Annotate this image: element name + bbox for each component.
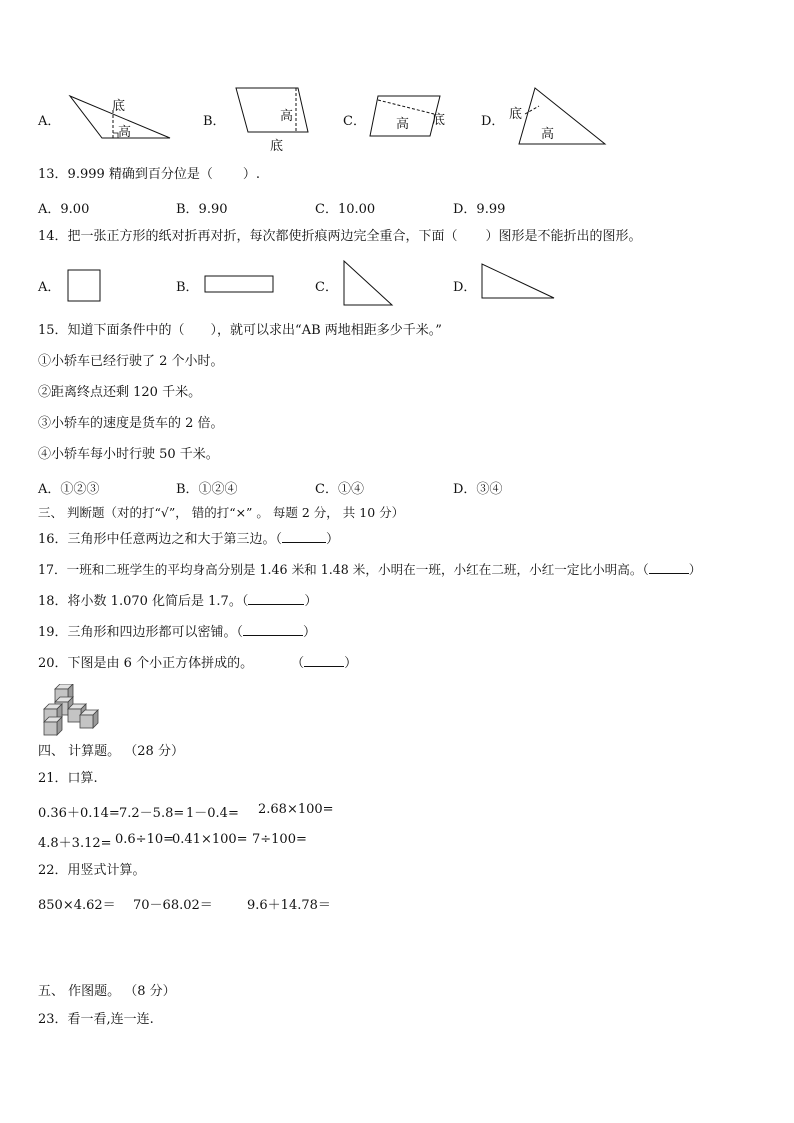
q12-figure-d	[505, 84, 610, 148]
q19-stem: 19．三角形和四边形都可以密铺。（	[38, 625, 244, 640]
section-3-heading: 三、 判断题（对的打“√”， 错的打“×” 。 每题 2 分， 共 10 分）	[38, 505, 405, 520]
q16-stem: 16．三角形中任意两边之和大于第三边。（	[38, 532, 283, 547]
q18-stem: 18．将小数 1.070 化简后是 1.7。（	[38, 594, 249, 609]
q16-answer-blank[interactable]	[282, 530, 326, 543]
q14-option-c-label: C．	[315, 280, 338, 295]
q15-condition-2: ②距离终点还剩 120 千米。	[38, 385, 202, 400]
q13-option-a: A．9.00	[38, 202, 90, 217]
q21-expr-1: 0.36＋0.14=	[38, 806, 120, 821]
q14-stem-end: ）图形是不能折出的图形。	[485, 229, 642, 244]
q12-b-base-label: 底	[270, 139, 284, 154]
q12-figure-a	[60, 90, 175, 145]
q15-option-c: C．①④	[315, 482, 364, 497]
q15-condition-3: ③小轿车的速度是货车的 2 倍。	[38, 416, 224, 431]
q18-answer-blank[interactable]	[248, 592, 304, 605]
q15-option-a: A．①②③	[38, 482, 100, 497]
q21-stem: 21．口算.	[38, 771, 98, 786]
q15-option-d: D．③④	[453, 482, 503, 497]
q22-item-3: 9.6＋14.78＝	[247, 898, 331, 913]
q15-condition-4: ④小轿车每小时行驶 50 千米。	[38, 447, 219, 462]
q19-answer-blank[interactable]	[243, 623, 303, 636]
q20-close: ）	[344, 656, 358, 671]
q21-expr-6: 0.6÷10=	[115, 832, 175, 847]
q16-close: ）	[326, 532, 340, 547]
q15-stem: 15．知道下面条件中的（ ），就可以求出“AB 两地相距多少千米。”	[38, 323, 442, 338]
q14-stem-start: 14．把一张正方形的纸对折再对折，每次都使折痕两边完全重合，下面（	[38, 229, 458, 244]
q18-close: ）	[304, 594, 318, 609]
q17-close: ）	[688, 562, 702, 577]
q14-right-triangle-figure	[478, 262, 558, 302]
q21-expr-2: 7.2－5.8=	[119, 806, 185, 821]
q12-figure-b	[228, 86, 318, 156]
q22-item-1: 850×4.62＝	[38, 898, 116, 913]
q14-option-a-label: A．	[38, 280, 61, 295]
q15-option-b: B．①②④	[176, 482, 238, 497]
q13-option-d: D．9.99	[453, 202, 506, 217]
q19-row	[38, 623, 316, 642]
q13-stem	[38, 166, 260, 184]
q20-stem: 20．下图是由 6 个小正方体拼成的。	[38, 656, 254, 671]
q12-d-height-label: 高	[541, 127, 555, 142]
q20-row	[38, 654, 357, 673]
q17-answer-blank[interactable]	[649, 561, 689, 574]
section-4-heading: 四、 计算题。 （28 分）	[38, 744, 184, 759]
q17-row	[38, 561, 701, 579]
q12-c-height-label: 高	[396, 117, 410, 132]
q13-option-c: C．10.00	[315, 202, 376, 217]
q12-option-d-label: D．	[481, 114, 505, 129]
q21-expr-4: 2.68×100=	[258, 802, 334, 817]
q13-stem-end: ）.	[242, 167, 261, 182]
q13-answer-space[interactable]	[213, 166, 243, 178]
q12-a-height-label: 高	[118, 125, 132, 140]
q14-isosceles-right-triangle-figure	[340, 259, 396, 309]
q12-c-base-label: 底	[432, 113, 446, 128]
q12-option-b-label: B．	[203, 114, 226, 129]
q14-square-figure	[66, 268, 104, 304]
q22-stem: 22．用竖式计算。	[38, 863, 146, 878]
q15-condition-1: ①小轿车已经行驶了 2 个小时。	[38, 354, 224, 369]
q14-stem	[38, 228, 642, 246]
q20-cubes-figure	[40, 684, 102, 736]
q18-row	[38, 592, 317, 611]
q21-expr-7: 0.41×100=	[172, 832, 248, 847]
q20-open: （	[291, 656, 305, 671]
q14-option-b-label: B．	[176, 280, 199, 295]
q19-close: ）	[303, 625, 317, 640]
q21-expr-8: 7÷100=	[252, 832, 307, 847]
q13-option-b: B．9.90	[176, 202, 228, 217]
q12-d-base-label: 底	[509, 107, 523, 122]
q21-expr-5: 4.8＋3.12=	[38, 836, 112, 851]
q12-option-a-label: A．	[38, 114, 61, 129]
q16-row	[38, 530, 339, 549]
q23-stem: 23．看一看,连一连.	[38, 1012, 154, 1027]
q22-item-2: 70－68.02＝	[133, 898, 213, 913]
q12-figure-c	[368, 92, 453, 142]
q12-option-c-label: C．	[343, 114, 366, 129]
q21-expr-3: 1－0.4=	[186, 806, 239, 821]
q13-stem-start: 13．9.999 精确到百分位是（	[38, 167, 213, 182]
q20-answer-blank[interactable]	[304, 654, 344, 667]
q12-a-base-label: 底	[112, 99, 126, 114]
q14-option-d-label: D．	[453, 280, 477, 295]
q17-stem: 17．一班和二班学生的平均身高分别是 1.46 米和 1.48 米，小明在一班，小红在二班，小红一定比小明高。（	[38, 562, 649, 577]
q14-rectangle-figure	[203, 274, 277, 296]
q12-b-height-label: 高	[280, 109, 294, 124]
section-5-heading: 五、 作图题。 （8 分）	[38, 984, 176, 999]
